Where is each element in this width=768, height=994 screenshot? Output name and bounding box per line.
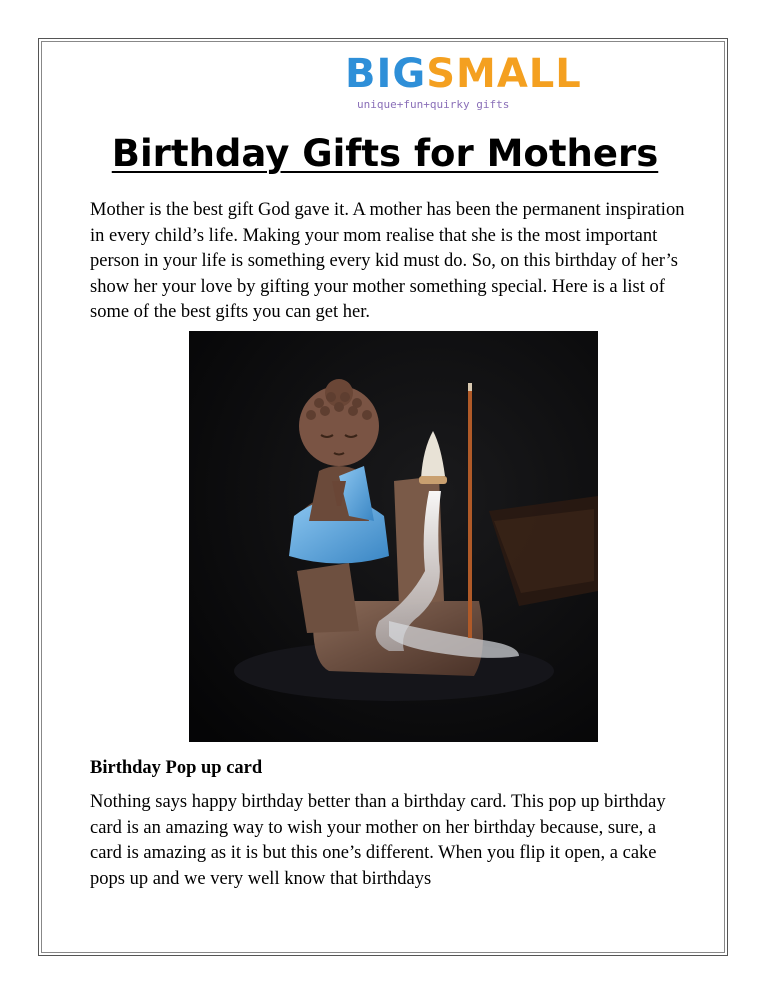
logo-tagline: unique+fun+quirky gifts <box>357 98 510 111</box>
brand-logo <box>345 51 582 118</box>
buddha-incense-burner-illustration <box>189 331 598 742</box>
intro-paragraph: Mother is the best gift God gave it. A mother has been the permanent inspiration in every child’s life. Making your mom realise that she is the most important person in your life is something every kid must do. So, on this birthday of her’s show her your love by gifting your mother something special. Here is a list of some of the best gifts you can get her. <box>90 200 685 323</box>
section-paragraph: Nothing says happy birthday better than a birthday card. This pop up birthday card is an amazing way to wish your mother on her birthday because, sure, a card is amazing as it is but this one’s different. When you flip it open, a cake pops up and we very well know that birthdays <box>90 792 666 889</box>
logo-wordmark <box>345 51 582 97</box>
logo-part-big: BIG <box>345 51 427 97</box>
logo-part-small: SMALL <box>426 51 582 97</box>
page-title: Birthday Gifts for Mothers <box>111 132 659 175</box>
section-heading: Birthday Pop up card <box>90 758 263 778</box>
product-photo <box>189 331 598 742</box>
